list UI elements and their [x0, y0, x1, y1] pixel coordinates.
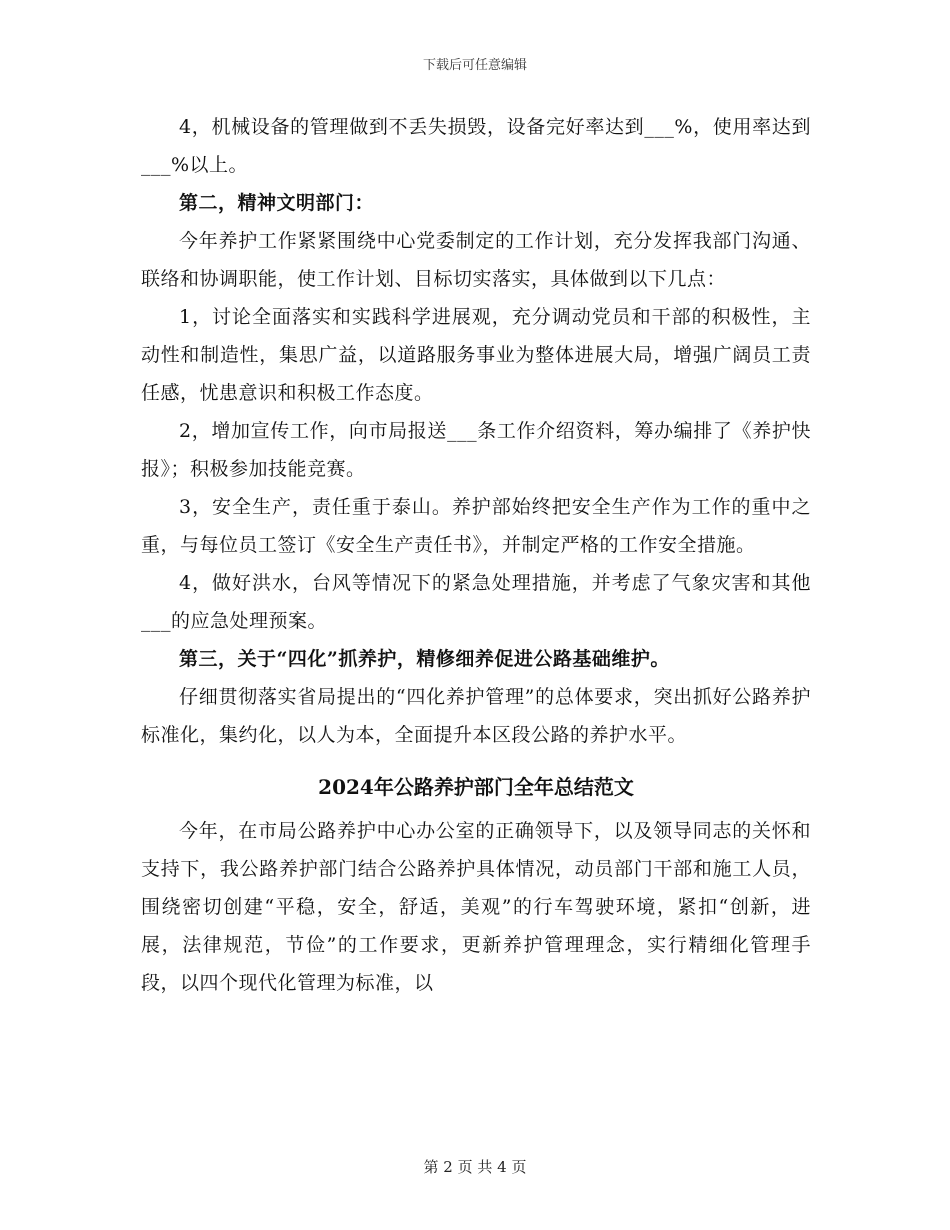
- paragraph-annual-summary: 今年，在市局公路养护中心办公室的正确领导下，以及领导同志的关怀和支持下，我公路养护部门结合公路养护具体情况，动员部门干部和施工人员，围绕密切创建“平稳，安全，舒适，美观”的行车驾驶环境，紧扣“创新，进展，法律规范，节俭”的工作要求，更新养护管理理念，实行精细化管理手段，以四个现代化管理为标准，以: [141, 820, 811, 994]
- page-number-footer: 第 2 页 共 4 页: [423, 1158, 527, 1176]
- paragraph-item-4: 4，做好洪水，台风等情况下的紧急处理措施，并考虑了气象灾害和其他___的应急处理预案。: [141, 572, 811, 632]
- paragraph-item-2: 2，增加宣传工作，向市局报送___条工作介绍资料，筹办编排了《养护快报》；积极参加技能竞赛。: [141, 420, 811, 480]
- heading-spiritual-civilization: 第二，精神文明部门：: [179, 192, 375, 214]
- paragraph-equipment-rate: 4，机械设备的管理做到不丢失损毁，设备完好率达到___%，使用率达到___%以上。: [141, 116, 811, 176]
- paragraph-item-1: 1，讨论全面落实和实践科学进展观，充分调动党员和干部的积极性，主动性和制造性，集思广益，以道路服务事业为整体进展大局，增强广阔员工责任感，忧患意识和积极工作态度。: [141, 306, 811, 404]
- paragraph-work-plan: 今年养护工作紧紧围绕中心党委制定的工作计划，充分发挥我部门沟通、联络和协调职能，使工作计划、目标切实落实，具体做到以下几点：: [141, 230, 811, 290]
- paragraph-item-3: 3，安全生产，责任重于泰山。养护部始终把安全生产作为工作的重中之重，与每位员工签订《安全生产责任书》，并制定严格的工作安全措施。: [141, 496, 811, 556]
- heading-four-modernizations: 第三，关于“四化”抓养护，精修细养促进公路基础维护。: [179, 648, 670, 670]
- paragraph-four-modernizations: 仔细贯彻落实省局提出的“四化养护管理”的总体要求，突出抓好公路养护标准化，集约化，以人为本，全面提升本区段公路的养护水平。: [141, 686, 811, 746]
- section-title: 2024年公路养护部门全年总结范文: [318, 775, 634, 799]
- document-body: [141, 108, 811, 1002]
- page-header: 下载后可任意编辑: [422, 58, 527, 73]
